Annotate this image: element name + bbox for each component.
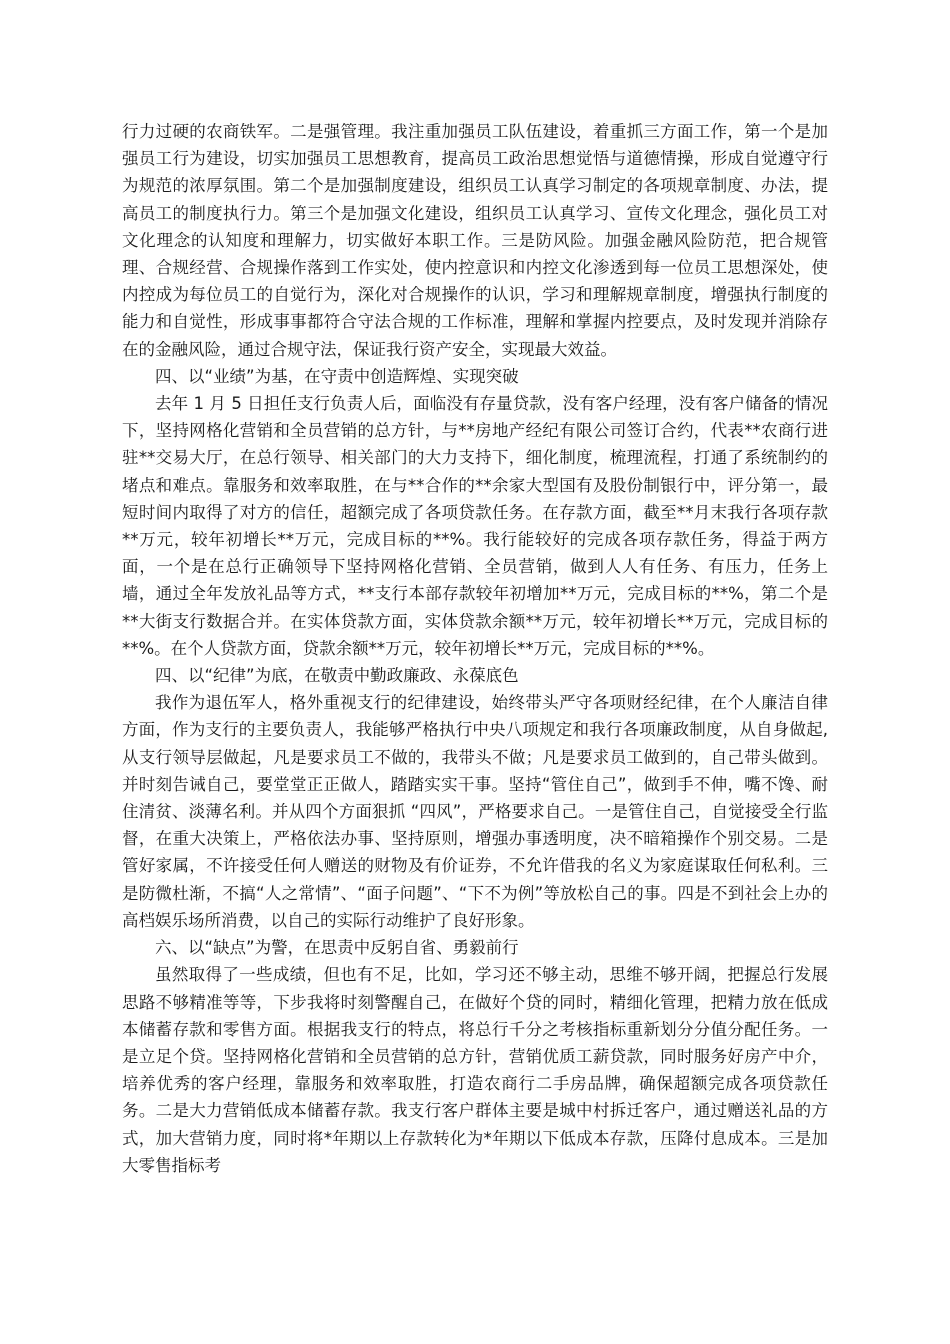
body-paragraph-3: 我作为退伍军人，格外重视支行的纪律建设，始终带头严守各项财经纪律，在个人廉洁自律方面，作为支行的主要负责人，我能够严格执行中央八项规定和我行各项廉政制度，从自身做起,从支行领导层做起，凡是要求员工不做的，我带头不做；凡是要求员工做到的，自己带头做到。并时刻告诫自己，要堂堂正正做人，踏踏实实干事。坚持“管住自己”，做到手不伸，嘴不馋、耐住清贫、淡薄名利。并从四个方面狠抓 “四风”，严格要求自己。一是管住自己，自觉接受全行监督，在重大决策上，严格依法办事、坚持原则，增强办事透明度，决不暗箱操作个别交易。二是管好家属，不许接受任何人赠送的财物及有价证券，不允许借我的名义为家庭谋取任何私利。三是防微杜渐，不搞“人之常情”、“面子问题”、“下不为例”等放松自己的事。四是不到社会上办的高档娱乐场所消费，以自己的实际行动维护了良好形象。 [122,693,828,930]
section-heading-discipline: 四、以“纪律”为底，在敬责中勤政廉政、永葆底色 [155,666,519,686]
section-heading-performance: 四、以“业绩”为基，在守责中创造辉煌、实现突破 [155,366,519,386]
body-paragraph-2: 去年 1 月 5 日担任支行负责人后，面临没有存量贷款，没有客户经理，没有客户储备的情况下，坚持网格化营销和全员营销的总方针，与**房地产经纪有限公司签订合约，代表**农商行进驻**交易大厅，在总行领导、相关部门的大力支持下，细化制度，梳理流程，打通了系统制约的堵点和难点。靠服务和效率取胜，在与**合作的**余家大型国有及股份制银行中，评分第一，最短时间内取得了对方的信任，超额完成了各项贷款任务。在存款方面，截至**月末我行各项存款**万元，较年初增长**万元，完成目标的**%。我行能较好的完成各项存款任务，得益于两方面，一个是在总行正确领导下坚持网格化营销、全员营销，做到人人有任务、有压力，任务上墙，通过全年发放礼品等方式，**支行本部存款较年初增加**万元，完成目标的**%，第二个是**大街支行数据合并。在实体贷款方面，实体贷款余额**万元，较年初增长**万元，完成目标的**%。在个人贷款方面，贷款余额**万元，较年初增长**万元，完成目标的**%。 [122,394,828,658]
document-page [122,118,828,1179]
body-paragraph-1: 行力过硬的农商铁军。二是强管理。我注重加强员工队伍建设，着重抓三方面工作，第一个是加强员工行为建设，切实加强员工思想教育，提高员工政治思想觉悟与道德情操，形成自觉遵守行为规范的浓厚氛围。第二个是加强制度建设，组织员工认真学习制定的各项规章制度、办法，提高员工的制度执行力。第三个是加强文化建设，组织员工认真学习、宣传文化理念，强化员工对文化理念的认知度和理解力，切实做好本职工作。三是防风险。加强金融风险防范，把合规管理、合规经营、合规操作落到工作实处，使内控意识和内控文化渗透到每一位员工思想深处，使内控成为每位员工的自觉行为，深化对合规操作的认识，学习和理解规章制度，增强执行制度的能力和自觉性，形成事事都符合守法合规的工作标准，理解和掌握内控要点，及时发现并消除存在的金融风险，通过合规守法，保证我行资产安全，实现最大效益。 [122,122,828,359]
body-paragraph-4: 虽然取得了一些成绩，但也有不足，比如，学习还不够主动，思维不够开阔，把握总行发展思路不够精准等等，下步我将时刻警醒自己，在做好个贷的同时，精细化管理，把精力放在低成本储蓄存款和零售方面。根据我支行的特点，将总行千分之考核指标重新划分分值分配任务。一是立足个贷。坚持网格化营销和全员营销的总方针，营销优质工薪贷款，同时服务好房产中介，培养优秀的客户经理，靠服务和效率取胜，打造农商行二手房品牌，确保超额完成各项贷款任务。二是大力营销低成本储蓄存款。我支行客户群体主要是城中村拆迁客户，通过赠送礼品的方式，加大营销力度，同时将*年期以上存款转化为*年期以下低成本存款，压降付息成本。三是加大零售指标考 [122,965,828,1175]
section-heading-shortcomings: 六、以“缺点”为警，在思责中反躬自省、勇毅前行 [155,938,519,958]
